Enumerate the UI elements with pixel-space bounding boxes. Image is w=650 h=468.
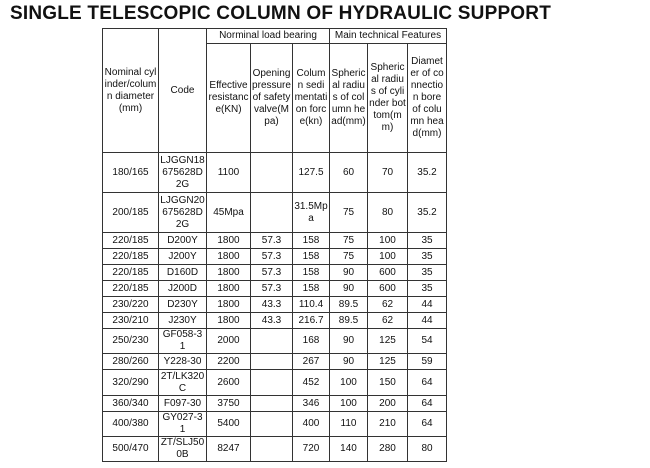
group-load-bearing: Norminal load bearing — [207, 29, 330, 44]
cell-code: Y228-30 — [159, 354, 207, 370]
cell-code: GY027-31 — [159, 412, 207, 437]
cell-diameter: 180/165 — [103, 153, 159, 193]
cell-bottom-radius: 125 — [368, 354, 408, 370]
cell-resistance: 1100 — [207, 153, 251, 193]
header-bore: Diameter of connection bore of column head(mm) — [408, 44, 447, 153]
cell-head-radius: 110 — [330, 412, 368, 437]
table-row — [103, 193, 447, 233]
table-row — [103, 249, 447, 265]
cell-code: D160D — [159, 265, 207, 281]
cell-opening — [251, 370, 293, 396]
cell-code: LJGGN20675628D2G — [159, 193, 207, 233]
cell-bore: 64 — [408, 370, 447, 396]
cell-bore: 64 — [408, 412, 447, 437]
header-bottom-radius: Spherical radius of cylinder bottom(mm) — [368, 44, 408, 153]
cell-resistance: 2200 — [207, 354, 251, 370]
group-technical-features: Main technical Features — [330, 29, 447, 44]
cell-resistance: 1800 — [207, 265, 251, 281]
cell-sedimentation: 158 — [293, 265, 330, 281]
cell-resistance: 3750 — [207, 396, 251, 412]
cell-code: F097-30 — [159, 396, 207, 412]
cell-resistance: 1800 — [207, 249, 251, 265]
cell-resistance: 45Mpa — [207, 193, 251, 233]
cell-diameter: 220/185 — [103, 281, 159, 297]
table-row — [103, 233, 447, 249]
table-row — [103, 313, 447, 329]
cell-head-radius: 90 — [330, 354, 368, 370]
cell-opening — [251, 412, 293, 437]
cell-bore: 35 — [408, 281, 447, 297]
cell-sedimentation: 158 — [293, 249, 330, 265]
cell-bottom-radius: 600 — [368, 265, 408, 281]
cell-code: 2T/LK320C — [159, 370, 207, 396]
table-row — [103, 412, 447, 437]
cell-diameter: 200/185 — [103, 193, 159, 233]
cell-diameter: 400/380 — [103, 412, 159, 437]
cell-code: D230Y — [159, 297, 207, 313]
cell-code: D200Y — [159, 233, 207, 249]
cell-bore: 44 — [408, 297, 447, 313]
table-row — [103, 153, 447, 193]
table-row — [103, 437, 447, 462]
cell-opening — [251, 329, 293, 354]
table-row — [103, 354, 447, 370]
cell-head-radius: 89.5 — [330, 297, 368, 313]
cell-bore: 35.2 — [408, 193, 447, 233]
cell-diameter: 220/185 — [103, 265, 159, 281]
cell-code: LJGGN18675628D2G — [159, 153, 207, 193]
cell-code: GF058-31 — [159, 329, 207, 354]
cell-diameter: 220/185 — [103, 233, 159, 249]
cell-diameter: 360/340 — [103, 396, 159, 412]
cell-code: J200Y — [159, 249, 207, 265]
cell-resistance: 1800 — [207, 281, 251, 297]
spec-table — [102, 28, 447, 462]
cell-opening: 57.3 — [251, 281, 293, 297]
cell-head-radius: 75 — [330, 233, 368, 249]
cell-opening — [251, 193, 293, 233]
cell-sedimentation: 267 — [293, 354, 330, 370]
cell-head-radius: 89.5 — [330, 313, 368, 329]
cell-resistance: 8247 — [207, 437, 251, 462]
header-diameter: Nominal cylinder/column diameter(mm) — [103, 29, 159, 153]
cell-bore: 35.2 — [408, 153, 447, 193]
header-head-radius: Spherical radius of column head(mm) — [330, 44, 368, 153]
cell-bottom-radius: 100 — [368, 233, 408, 249]
cell-head-radius: 90 — [330, 281, 368, 297]
cell-bottom-radius: 210 — [368, 412, 408, 437]
table-row — [103, 281, 447, 297]
cell-diameter: 230/210 — [103, 313, 159, 329]
cell-sedimentation: 452 — [293, 370, 330, 396]
cell-bottom-radius: 80 — [368, 193, 408, 233]
cell-bore: 59 — [408, 354, 447, 370]
cell-sedimentation: 158 — [293, 281, 330, 297]
cell-code: J230Y — [159, 313, 207, 329]
cell-bore: 54 — [408, 329, 447, 354]
header-code: Code — [159, 29, 207, 153]
cell-resistance: 5400 — [207, 412, 251, 437]
cell-opening — [251, 354, 293, 370]
cell-opening: 57.3 — [251, 233, 293, 249]
table-row — [103, 265, 447, 281]
cell-sedimentation: 168 — [293, 329, 330, 354]
cell-opening — [251, 437, 293, 462]
cell-code: ZT/SLJ500B — [159, 437, 207, 462]
cell-sedimentation: 720 — [293, 437, 330, 462]
page-title: SINGLE TELESCOPIC COLUMN OF HYDRAULIC SUPPORT — [10, 3, 552, 24]
cell-diameter: 320/290 — [103, 370, 159, 396]
cell-diameter: 220/185 — [103, 249, 159, 265]
cell-sedimentation: 158 — [293, 233, 330, 249]
table-row — [103, 297, 447, 313]
cell-resistance: 1800 — [207, 313, 251, 329]
cell-head-radius: 90 — [330, 329, 368, 354]
cell-opening: 57.3 — [251, 265, 293, 281]
cell-bore: 35 — [408, 249, 447, 265]
cell-resistance: 2600 — [207, 370, 251, 396]
table-row — [103, 370, 447, 396]
cell-bore: 64 — [408, 396, 447, 412]
cell-head-radius: 140 — [330, 437, 368, 462]
cell-sedimentation: 346 — [293, 396, 330, 412]
cell-opening — [251, 153, 293, 193]
table-body — [103, 153, 447, 462]
cell-head-radius: 90 — [330, 265, 368, 281]
cell-bore: 80 — [408, 437, 447, 462]
cell-head-radius: 100 — [330, 396, 368, 412]
cell-head-radius: 75 — [330, 193, 368, 233]
cell-head-radius: 60 — [330, 153, 368, 193]
cell-bottom-radius: 62 — [368, 297, 408, 313]
cell-sedimentation: 110.4 — [293, 297, 330, 313]
header-sedimentation: Column sedimentation force(kn) — [293, 44, 330, 153]
cell-head-radius: 75 — [330, 249, 368, 265]
cell-bore: 35 — [408, 233, 447, 249]
cell-diameter: 230/220 — [103, 297, 159, 313]
cell-sedimentation: 216.7 — [293, 313, 330, 329]
header-opening-pressure: Opening pressure of safety valve(Mpa) — [251, 44, 293, 153]
cell-code: J200D — [159, 281, 207, 297]
cell-bottom-radius: 200 — [368, 396, 408, 412]
cell-sedimentation: 31.5Mpa — [293, 193, 330, 233]
cell-bottom-radius: 100 — [368, 249, 408, 265]
cell-bottom-radius: 62 — [368, 313, 408, 329]
cell-bore: 35 — [408, 265, 447, 281]
cell-head-radius: 100 — [330, 370, 368, 396]
cell-diameter: 500/470 — [103, 437, 159, 462]
cell-bottom-radius: 70 — [368, 153, 408, 193]
cell-resistance: 2000 — [207, 329, 251, 354]
cell-resistance: 1800 — [207, 233, 251, 249]
cell-bore: 44 — [408, 313, 447, 329]
cell-opening — [251, 396, 293, 412]
cell-sedimentation: 400 — [293, 412, 330, 437]
cell-resistance: 1800 — [207, 297, 251, 313]
cell-bottom-radius: 125 — [368, 329, 408, 354]
cell-bottom-radius: 600 — [368, 281, 408, 297]
cell-diameter: 280/260 — [103, 354, 159, 370]
cell-opening: 43.3 — [251, 313, 293, 329]
cell-sedimentation: 127.5 — [293, 153, 330, 193]
header-resistance: Effective resistance(KN) — [207, 44, 251, 153]
cell-opening: 43.3 — [251, 297, 293, 313]
cell-diameter: 250/230 — [103, 329, 159, 354]
cell-opening: 57.3 — [251, 249, 293, 265]
cell-bottom-radius: 150 — [368, 370, 408, 396]
cell-bottom-radius: 280 — [368, 437, 408, 462]
table-row — [103, 396, 447, 412]
table-row — [103, 329, 447, 354]
